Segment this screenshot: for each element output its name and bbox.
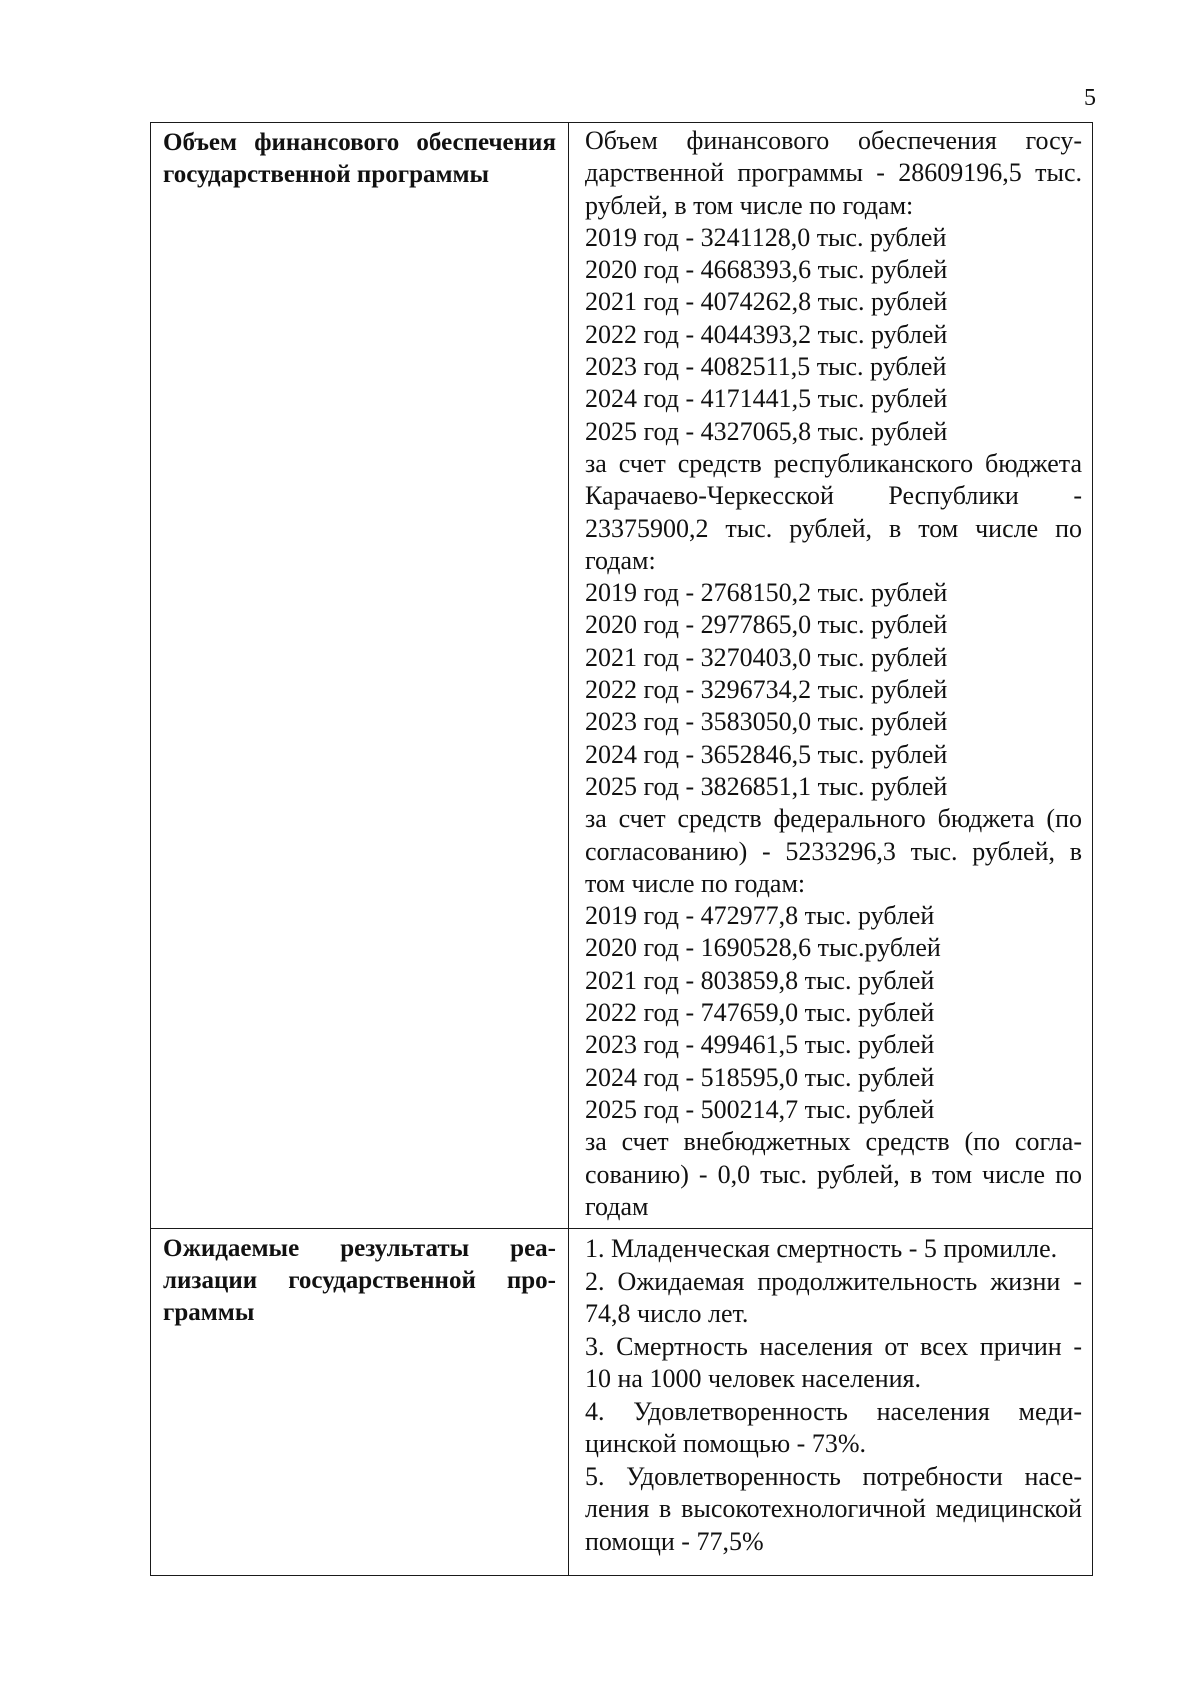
total-year-2021: 2021 год - 4074262,8 тыс. рублей bbox=[585, 287, 948, 317]
republic-year-2022: 2022 год - 3296734,2 тыс. рублей bbox=[585, 675, 948, 705]
federal-intro: за счет средств федерального бюджета (по согласованию) - 5233296,3 тыс. рублей, в том числе по годам: bbox=[585, 804, 1082, 898]
result-item-4: 4. Удовлетворенность населения медицинской помощью - 73%. bbox=[585, 1396, 1082, 1458]
results-label: Ожидаемые результаты реализации государственной программы bbox=[163, 1235, 556, 1326]
passport-table bbox=[150, 122, 1093, 1576]
total-year-2025: 2025 год - 4327065,8 тыс. рублей bbox=[585, 416, 948, 446]
financing-label: Объем финансового обеспечения государственной программы bbox=[163, 129, 556, 188]
republic-intro: за счет средств республиканского бюджета Карачаево-Черкесской Республики - 23375900,2 тыс. рублей, в том числе по годам: bbox=[585, 448, 1082, 575]
republic-year-2021: 2021 год - 3270403,0 тыс. рублей bbox=[585, 642, 948, 672]
result-item-2: 2. Ожидаемая продолжительность жизни - 74,8 число лет. bbox=[585, 1266, 1082, 1328]
total-year-2023: 2023 год - 4082511,5 тыс. рублей bbox=[585, 352, 947, 382]
results-value-cell bbox=[569, 1229, 1093, 1576]
federal-year-2021: 2021 год - 803859,8 тыс. рублей bbox=[585, 965, 935, 995]
page-number: 5 bbox=[1084, 85, 1096, 111]
result-item-1: 1. Младенческая смертность - 5 промилле. bbox=[585, 1234, 1058, 1263]
results-value bbox=[569, 1229, 1092, 1558]
results-label-cell bbox=[151, 1229, 569, 1576]
total-year-2022: 2022 год - 4044393,2 тыс. рублей bbox=[585, 319, 948, 349]
federal-year-2023: 2023 год - 499461,5 тыс. рублей bbox=[585, 1030, 935, 1060]
total-year-2019: 2019 год - 3241128,0 тыс. рублей bbox=[585, 222, 947, 252]
republic-year-2020: 2020 год - 2977865,0 тыс. рублей bbox=[585, 610, 948, 640]
republic-year-2024: 2024 год - 3652846,5 тыс. рублей bbox=[585, 739, 948, 769]
total-year-2024: 2024 год - 4171441,5 тыс. рублей bbox=[585, 384, 948, 414]
result-item-5: 5. Удовлетворенность потребности населения в высокотехнологичной медицинской помощи - 77,5% bbox=[585, 1461, 1082, 1556]
federal-year-2024: 2024 год - 518595,0 тыс. рублей bbox=[585, 1062, 935, 1092]
republic-year-2019: 2019 год - 2768150,2 тыс. рублей bbox=[585, 578, 948, 608]
federal-year-2019: 2019 год - 472977,8 тыс. рублей bbox=[585, 901, 935, 931]
republic-year-2023: 2023 год - 3583050,0 тыс. рублей bbox=[585, 707, 948, 737]
total-intro: Объем финансового обеспечения государственной программы - 28609196,5 тыс. рублей, в том числе по годам: bbox=[585, 126, 1082, 220]
table-row-results bbox=[151, 1229, 1093, 1576]
total-year-2020: 2020 год - 4668393,6 тыс. рублей bbox=[585, 255, 948, 285]
financing-value bbox=[569, 123, 1092, 1223]
republic-year-2025: 2025 год - 3826851,1 тыс. рублей bbox=[585, 771, 948, 801]
financing-value-cell bbox=[569, 123, 1093, 1229]
federal-year-2020: 2020 год - 1690528,6 тыс.рублей bbox=[585, 933, 941, 963]
result-item-3: 3. Смертность населения от всех причин - 10 на 1000 человек населения. bbox=[585, 1331, 1082, 1393]
federal-year-2022: 2022 год - 747659,0 тыс. рублей bbox=[585, 998, 935, 1028]
federal-year-2025: 2025 год - 500214,7 тыс. рублей bbox=[585, 1094, 935, 1124]
financing-label-cell bbox=[151, 123, 569, 1229]
table-row-financing bbox=[151, 123, 1093, 1229]
extrabudget-text: за счет внебюджетных средств (по согласованию) - 0,0 тыс. рублей, в том числе по годам bbox=[585, 1127, 1082, 1221]
